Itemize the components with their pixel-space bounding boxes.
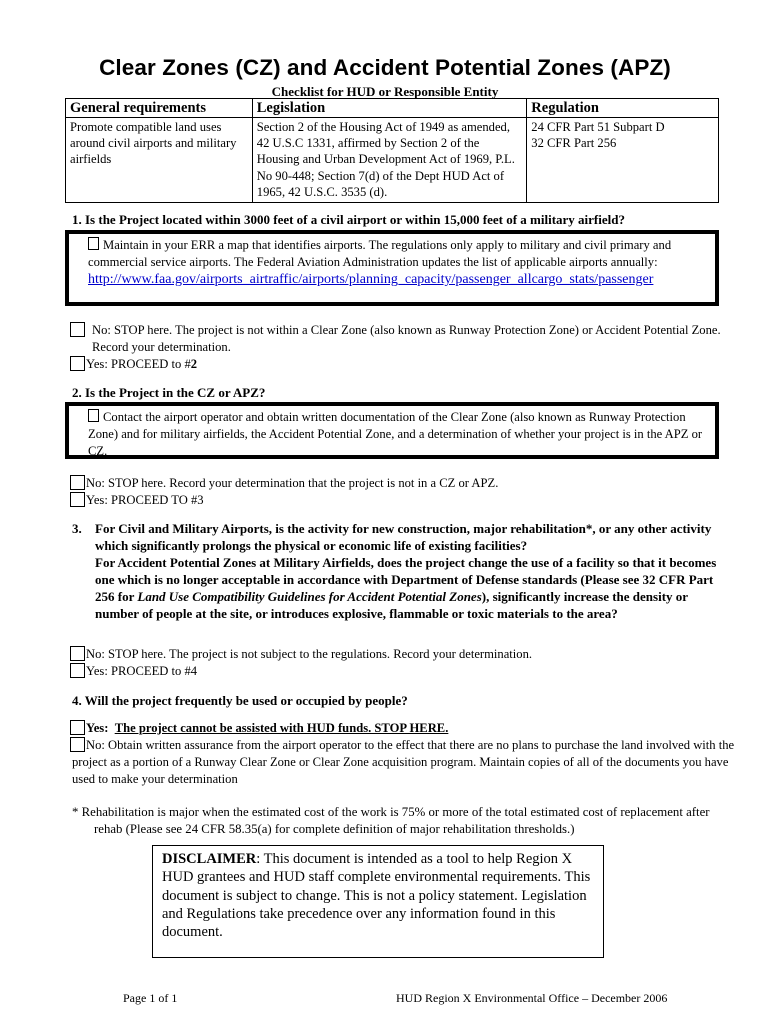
q1-no-option (70, 322, 740, 356)
q3-yes-checkbox[interactable] (70, 663, 85, 678)
q3-yes-option (70, 663, 670, 680)
q1-no-text: No: STOP here. The project is not within a Clear Zone (also known as Runway Protection Zone) or Accident Potential Zone. Record your determination. (92, 323, 721, 354)
page-title: Clear Zones (CZ) and Accident Potential Zones (APZ) (99, 55, 671, 80)
q1-yes-option (70, 356, 670, 373)
q4-yes-option (70, 720, 740, 737)
q2-yes-text: Yes: PROCEED TO #3 (86, 493, 204, 507)
footnote: * Rehabilitation is major when the estimated cost of the work is 75% or more of the total estimated cost of replacement after rehab (Please see 24 CFR 58.35(a) for complete definition of major rehabilitation thresholds.) (72, 805, 710, 836)
question-3b (95, 554, 732, 622)
q4-yes-label: Yes: (86, 721, 109, 735)
question-2: 2. Is the Project in the CZ or APZ? (72, 385, 266, 400)
header-general: General requirements (66, 99, 253, 118)
q1-yes-number: 2 (190, 357, 198, 371)
question-3a: For Civil and Military Airports, is the activity for new construction, major rehabilitation*, or any other activity which significantly prolongs the physical or economic life of existing facilities? (95, 521, 712, 553)
regulation-line-2: 32 CFR Part 256 (531, 136, 617, 151)
cell-regulation (527, 118, 719, 203)
question-4: 4. Will the project frequently be used or occupied by people? (72, 693, 408, 708)
disclaimer-text: : This document is intended as a tool to help Region X HUD grantees and HUD staff complete environmental requirements. This document is subject to change. This is not a policy statement. Legislation and Regulations take precedence over any information found in this document. (162, 851, 591, 941)
question-1: 1. Is the Project located within 3000 feet of a civil airport or within 15,000 feet of a military airfield? (72, 212, 625, 227)
page-number: Page 1 of 1 (123, 991, 178, 1005)
q1-instruction-box (65, 230, 719, 306)
question-3-number: 3. (72, 521, 82, 536)
cell-general: Promote compatible land uses around civil airports and military airfields (66, 118, 253, 203)
question-3b-italic: Land Use Compatibility Guidelines for Accident Potential Zones (137, 589, 482, 604)
q4-no-text: No: Obtain written assurance from the airport operator to the effect that there are no plans to purchase the land involved with the project as a portion of a Runway Clear Zone or Clear Zone acquisition program. Maintain copies of all of the documents you have used to make your determination (72, 738, 735, 786)
question-3 (72, 520, 732, 622)
question-3b-part1: For Accident Potential Zones at Military Airfields, does the project change the use of a facility so that it becomes one which is no longer acceptable in accordance with Department of Defense standards (Please see 32 CFR Part 256 for (95, 555, 717, 604)
footer-office: HUD Region X Environmental Office – December 2006 (396, 991, 668, 1005)
checkbox-glyph-icon (88, 409, 99, 422)
q1-no-checkbox[interactable] (70, 322, 85, 337)
checkbox-glyph-icon (88, 237, 99, 250)
q3-no-checkbox[interactable] (70, 646, 85, 661)
question-3b-part2: ), significantly increase the density or number of people at the site, or introduces explosive, flammable or toxic materials to the area? (95, 589, 688, 621)
q2-no-option (70, 475, 740, 492)
q3-yes-text: Yes: PROCEED to #4 (86, 664, 198, 678)
page-subtitle: Checklist for HUD or Responsible Entity (271, 84, 499, 99)
disclaimer-box (152, 845, 604, 958)
header-legislation: Legislation (252, 99, 527, 118)
q2-instruction-text: Contact the airport operator and obtain written documentation of the Clear Zone (also known as Runway Protection Zone) and for military airfields, the Accident Potential Zone, and a determination of whether your project is in the APZ or CZ. (88, 410, 703, 458)
q2-no-text: No: STOP here. Record your determination that the project is not in a CZ or APZ. (86, 476, 499, 490)
q3-no-option (70, 646, 740, 663)
q2-yes-option (70, 492, 670, 509)
q4-no-option (72, 737, 736, 788)
requirements-table (65, 98, 719, 203)
q4-no-checkbox[interactable] (70, 737, 85, 752)
cell-legislation: Section 2 of the Housing Act of 1949 as amended, 42 U.S.C 1331, affirmed by Section 2 of the Housing and Urban Development Act of 1969, P.L. No 90-448; Section 7(d) of the Dept HUD Act of 1965, 42 U.S.C. 3535 (d). (252, 118, 527, 203)
q4-yes-checkbox[interactable] (70, 720, 85, 735)
table-header-row (66, 99, 719, 118)
q2-instruction-box (65, 402, 719, 459)
disclaimer-label: DISCLAIMER (162, 851, 257, 867)
faa-link[interactable]: http://www.faa.gov/airports_airtraffic/airports/planning_capacity/passenger_allcargo_stats/passenger (88, 272, 654, 287)
table-row (66, 118, 719, 203)
q3-no-text: No: STOP here. The project is not subject to the regulations. Record your determination. (86, 647, 533, 661)
q2-no-checkbox[interactable] (70, 475, 85, 490)
regulation-line-1: 24 CFR Part 51 Subpart D (531, 120, 665, 134)
header-regulation: Regulation (527, 99, 719, 118)
q1-instruction-text: Maintain in your ERR a map that identifies airports. The regulations only apply to military and civil primary and commercial service airports. The Federal Aviation Administration updates the list of applicable airports annually: (88, 238, 672, 269)
q1-yes-checkbox[interactable] (70, 356, 85, 371)
q2-yes-checkbox[interactable] (70, 492, 85, 507)
q4-yes-text: The project cannot be assisted with HUD funds. STOP HERE. (114, 721, 449, 735)
q1-yes-text: Yes: PROCEED to # (86, 357, 191, 371)
